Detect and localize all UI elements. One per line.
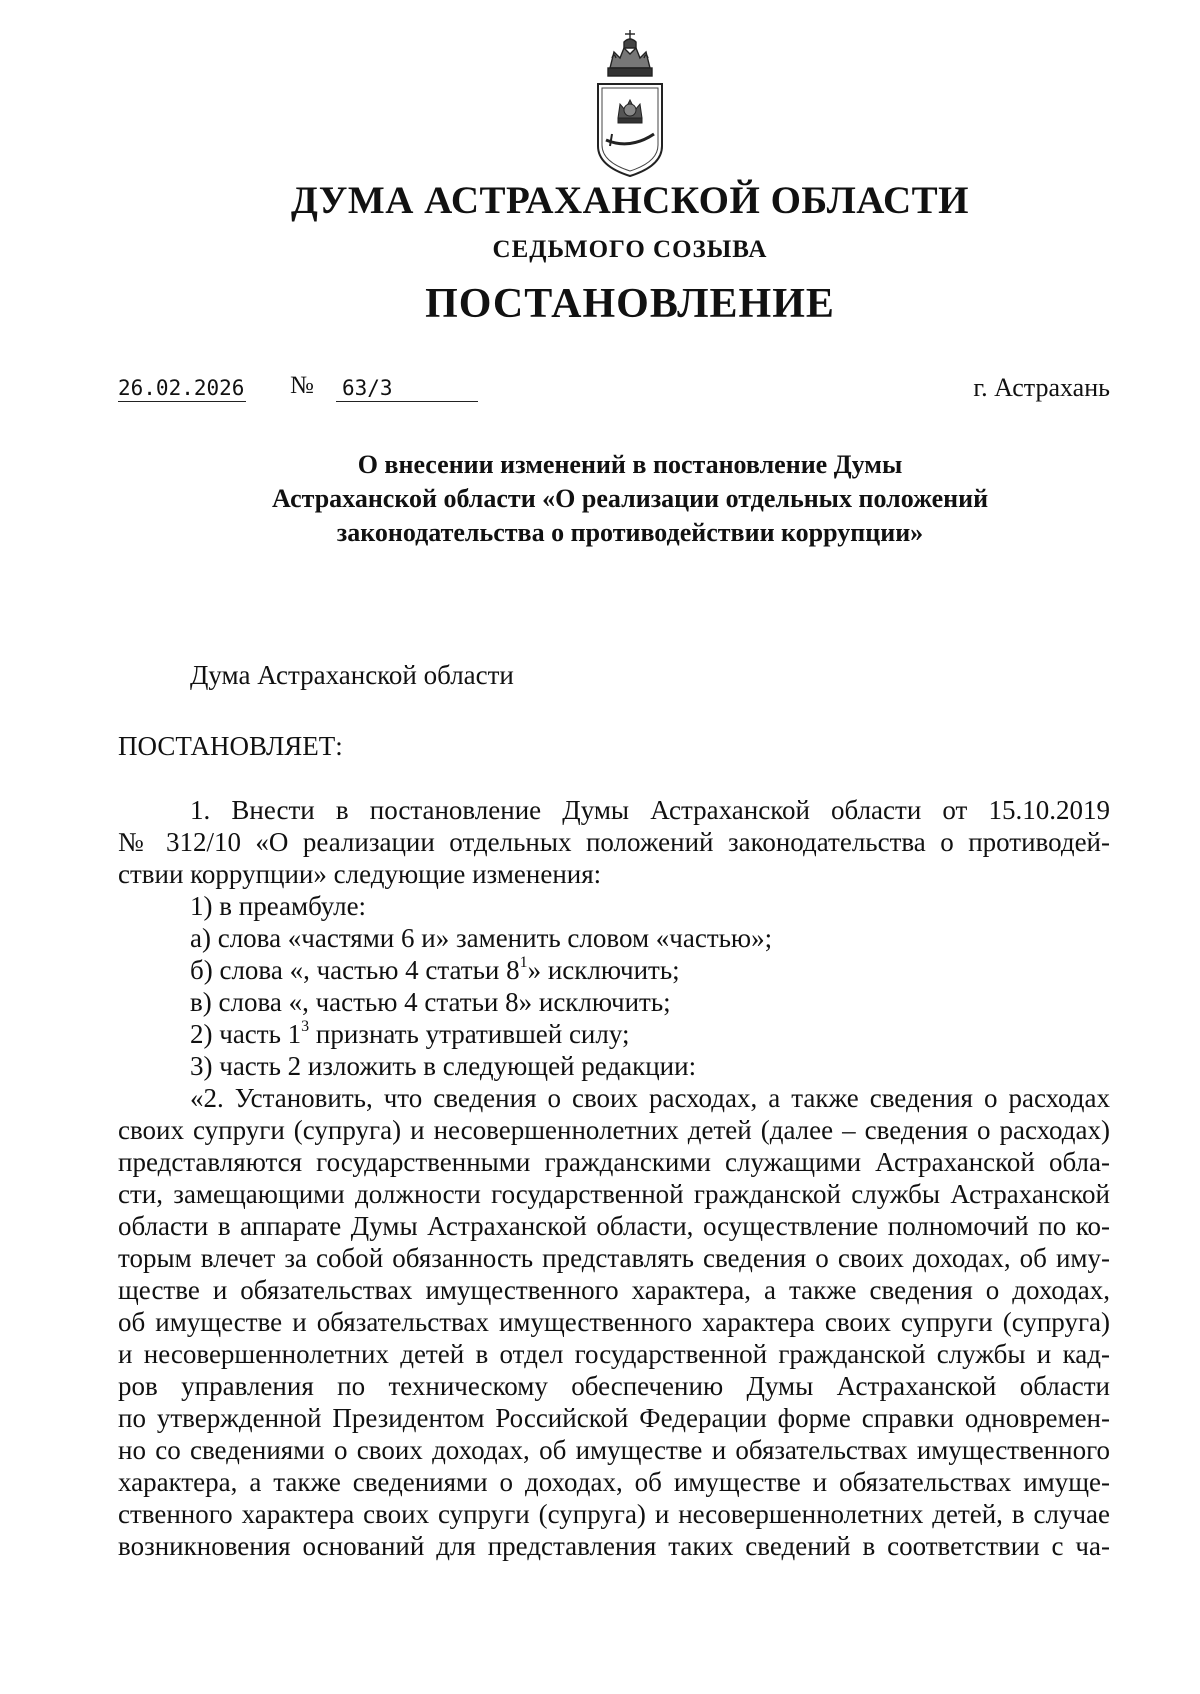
number-sign: № [290, 372, 314, 399]
item1-line: № 312/10 «О реализации отдельных положений законодательства о противодей- [118, 827, 1110, 857]
preamble: Дума Астраханской области [190, 660, 514, 690]
subitem-2: 2) часть $1^3$ признать утратившей силу; [190, 1018, 630, 1049]
quote-line: и несовершеннолетних детей в отдел государственной гражданской службы и кад- [118, 1339, 1110, 1369]
quote-line: ственного характера своих супруги (супруга) и несовершеннолетних детей, в случае [118, 1499, 1110, 1529]
document-city: г. Астрахань [973, 373, 1110, 402]
superscript: 3 [301, 1018, 310, 1035]
quote-line: ров управления по техническому обеспечению Думы Астраханской области [118, 1371, 1110, 1401]
subject-line: законодательства о противодействии коррупции» [336, 518, 924, 547]
quote-line: торым влечет за собой обязанность представлять сведения о своих доходах, об иму- [118, 1243, 1110, 1273]
subitem-3: 3) часть 2 изложить в следующей редакции: [190, 1051, 697, 1081]
quote-line: «2. Установить, что сведения о своих расходах, а также сведения о расходах [190, 1083, 1110, 1113]
item1-line: ствии коррупции» следующие изменения: [118, 859, 602, 889]
quote-line: своих супруги (супруга) и несовершеннолетних детей (далее – сведения о расходах) [118, 1115, 1110, 1145]
quote-line: области в аппарате Думы Астраханской области, осуществление полномочий по ко- [118, 1211, 1110, 1241]
quote-line: характера, а также сведениями о доходах, об имуществе и обязательствах имуще- [118, 1467, 1110, 1497]
quote-line: возникновения оснований для представления таких сведений в соответствии с ча- [118, 1531, 1110, 1561]
subitem-1: 1) в преамбуле: [190, 891, 367, 921]
item1-line: 1. Внести в постановление Думы Астраханской области от 15.10.2019 [190, 795, 1110, 825]
subitem-1c: в) слова «, частью 4 статьи 8» исключить; [190, 987, 671, 1017]
quote-line: ществе и обязательствах имущественного характера, а также сведения о доходах, [118, 1275, 1110, 1305]
quote-line: представляются государственными гражданскими служащими Астраханской обла- [118, 1147, 1110, 1177]
subject-line: О внесении изменений в постановление Думы [357, 450, 903, 479]
resolves-label: ПОСТАНОВЛЯЕТ: [118, 731, 343, 761]
subitem-1a: а) слова «частями 6 и» заменить словом «частью»; [190, 923, 773, 953]
organization-title: ДУМА АСТРАХАНСКОЙ ОБЛАСТИ [290, 179, 970, 222]
subject-line: Астраханской области «О реализации отдельных положений [271, 484, 989, 513]
quote-line: сти, замещающими должности государственной гражданской службы Астраханской [118, 1179, 1110, 1209]
document-type-title: ПОСТАНОВЛЕНИЕ [425, 281, 835, 327]
subitem-1b: б) слова «, частью 4 статьи $8^1$» исключить; [190, 954, 680, 985]
quote-line: по утвержденной Президентом Российской Федерации форме справки одновремен- [118, 1403, 1110, 1433]
convocation-label: СЕДЬМОГО СОЗЫВА [492, 236, 768, 263]
quote-line: об имуществе и обязательствах имущественного характера своих супруги (супруга) [118, 1307, 1110, 1337]
quote-line: но со сведениями о своих доходах, об имуществе и обязательствах имущественного [118, 1435, 1110, 1465]
document-body [118, 0, 1110, 1694]
document-number: 63/3 [336, 376, 478, 402]
document-date: 26.02.2026 [118, 376, 245, 400]
superscript: 1 [519, 954, 528, 971]
